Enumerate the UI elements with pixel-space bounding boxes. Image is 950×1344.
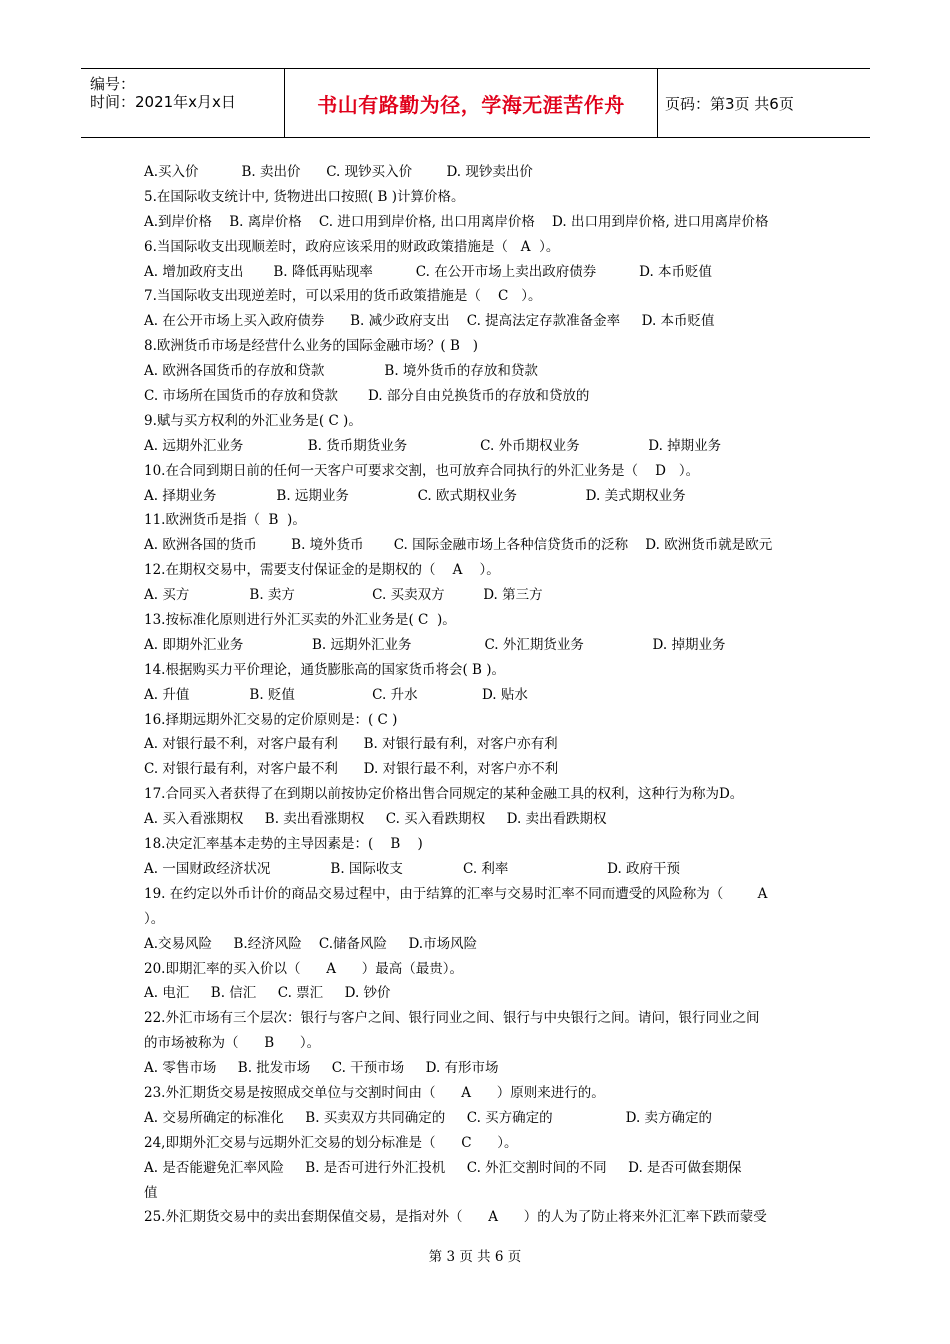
- text-line: 22.外汇市场有三个层次：银行与客户之间、银行同业之间、银行与中央银行之间。请问，银行同业之间: [144, 1010, 760, 1027]
- text-line: 11.欧洲货币是指（ B )。: [144, 512, 306, 529]
- text-line: A. 零售市场 B. 批发市场 C. 干预市场 D. 有形市场: [144, 1060, 499, 1077]
- text-line: A. 欧洲各国货币的存放和贷款 B. 境外货币的存放和贷款: [144, 363, 538, 380]
- text-line: ）。: [144, 910, 165, 927]
- text-line: 25.外汇期货交易中的卖出套期保值交易，是指对外（ A ）的人为了防止将来外汇汇率下跌而蒙受: [144, 1209, 767, 1226]
- text-line: A. 增加政府支出 B. 降低再贴现率 C. 在公开市场上卖出政府债券 D. 本币贬值: [144, 263, 713, 280]
- date-label: 时间：2021年x月x日: [90, 93, 236, 111]
- text-line: A.交易风险 B.经济风险 C.储备风险 D.市场风险: [144, 935, 478, 952]
- text-line: 13.按标准化原则进行外汇买卖的外汇业务是( C )。: [144, 612, 456, 629]
- text-line: 10.在合同到期日前的任何一天客户可要求交割，也可放弃合同执行的外汇业务是（ D ）。: [144, 462, 700, 479]
- header-motto-cell: [284, 69, 658, 137]
- text-line: 6.当国际收支出现顺差时，政府应该采用的财政政策措施是（ A ）。: [144, 238, 560, 255]
- text-line: 24,即期外汇交易与远期外汇交易的划分标准是（ C ）。: [144, 1134, 518, 1151]
- header-left-cell: [81, 69, 284, 137]
- text-line: 9.赋与买方权利的外汇业务是( C )。: [144, 412, 362, 429]
- text-line: A. 是否能避免汇率风险 B. 是否可进行外汇投机 C. 外汇交割时间的不同 D. 是否可做套期保: [144, 1159, 742, 1176]
- text-line: A. 电汇 B. 信汇 C. 票汇 D. 钞价: [144, 985, 391, 1002]
- text-line: 16.择期远期外汇交易的定价原则是：( C ): [144, 711, 398, 728]
- page-header: [81, 68, 870, 138]
- header-page-number: 页码：第3页 共6页: [665, 94, 794, 113]
- motto: 书山有路勤为径，学海无涯苦作舟: [317, 92, 625, 117]
- serial-label: 编号：: [90, 75, 136, 93]
- text-line: 值: [144, 1184, 158, 1201]
- text-line: A. 对银行最不利，对客户最有利 B. 对银行最有利，对客户亦有利: [144, 736, 558, 753]
- text-line: A. 一国财政经济状况 B. 国际收支 C. 利率 D. 政府干预: [144, 860, 681, 877]
- text-line: A. 在公开市场上买入政府债券 B. 减少政府支出 C. 提高法定存款准备金率 D. 本币贬值: [144, 313, 715, 330]
- question-list: [144, 160, 824, 1230]
- text-line: 的市场被称为（ B ）。: [144, 1035, 321, 1052]
- text-line: 17.合同买入者获得了在到期以前按协定价格出售合同规定的某种金融工具的权利，这种行为称为D。: [144, 786, 744, 803]
- text-line: 18.决定汇率基本走势的主导因素是：( B ): [144, 836, 423, 853]
- text-line: 14.根据购买力平价理论，通货膨胀高的国家货币将会( B )。: [144, 661, 506, 678]
- text-line: A. 买方 B. 卖方 C. 买卖双方 D. 第三方: [144, 587, 543, 604]
- text-line: A. 买入看涨期权 B. 卖出看涨期权 C. 买入看跌期权 D. 卖出看跌期权: [144, 811, 607, 828]
- text-line: 23.外汇期货交易是按照成交单位与交割时间由（ A ）原则来进行的。: [144, 1084, 605, 1101]
- text-line: A.到岸价格 B. 离岸价格 C. 进口用到岸价格, 出口用离岸价格 D. 出口用到岸价格, 进口用离岸价格: [144, 213, 769, 230]
- text-line: A. 欧洲各国的货币 B. 境外货币 C. 国际金融市场上各种信贷货币的泛称 D. 欧洲货币就是欧元: [144, 537, 773, 554]
- text-line: 19. 在约定以外币计价的商品交易过程中，由于结算的汇率与交易时汇率不同而遭受的风险称为（ A: [144, 885, 768, 902]
- header-right-cell: [657, 69, 878, 137]
- text-line: C. 对银行最有利，对客户最不利 D. 对银行最不利，对客户亦不利: [144, 761, 559, 778]
- text-line: A.买入价 B. 卖出价 C. 现钞买入价 D. 现钞卖出价: [144, 164, 533, 180]
- footer-page-number: 第 3 页 共 6 页: [428, 1249, 522, 1265]
- text-line: 5.在国际收支统计中, 货物进出口按照( B )计算价格。: [144, 188, 465, 205]
- text-line: A. 远期外汇业务 B. 货币期货业务 C. 外币期权业务 D. 掉期业务: [144, 437, 722, 454]
- text-line: 8.欧洲货币市场是经营什么业务的国际金融市场？( B ): [144, 338, 478, 355]
- text-line: 7.当国际收支出现逆差时，可以采用的货币政策措施是（ C ）。: [144, 288, 542, 305]
- text-line: 20.即期汇率的买入价以（ A ）最高（最贵）。: [144, 960, 463, 977]
- text-line: A. 即期外汇业务 B. 远期外汇业务 C. 外汇期货业务 D. 掉期业务: [144, 636, 726, 653]
- text-line: C. 市场所在国货币的存放和贷款 D. 部分自由兑换货币的存放和贷放的: [144, 388, 590, 405]
- text-line: A. 择期业务 B. 远期业务 C. 欧式期权业务 D. 美式期权业务: [144, 487, 686, 504]
- text-line: A. 交易所确定的标准化 B. 买卖双方共同确定的 C. 买方确定的 D. 卖方确定的: [144, 1109, 713, 1126]
- page-footer: [0, 1245, 950, 1265]
- text-line: A. 升值 B. 贬值 C. 升水 D. 贴水: [144, 686, 528, 703]
- text-line: 12.在期权交易中，需要支付保证金的是期权的（ A ）。: [144, 562, 500, 579]
